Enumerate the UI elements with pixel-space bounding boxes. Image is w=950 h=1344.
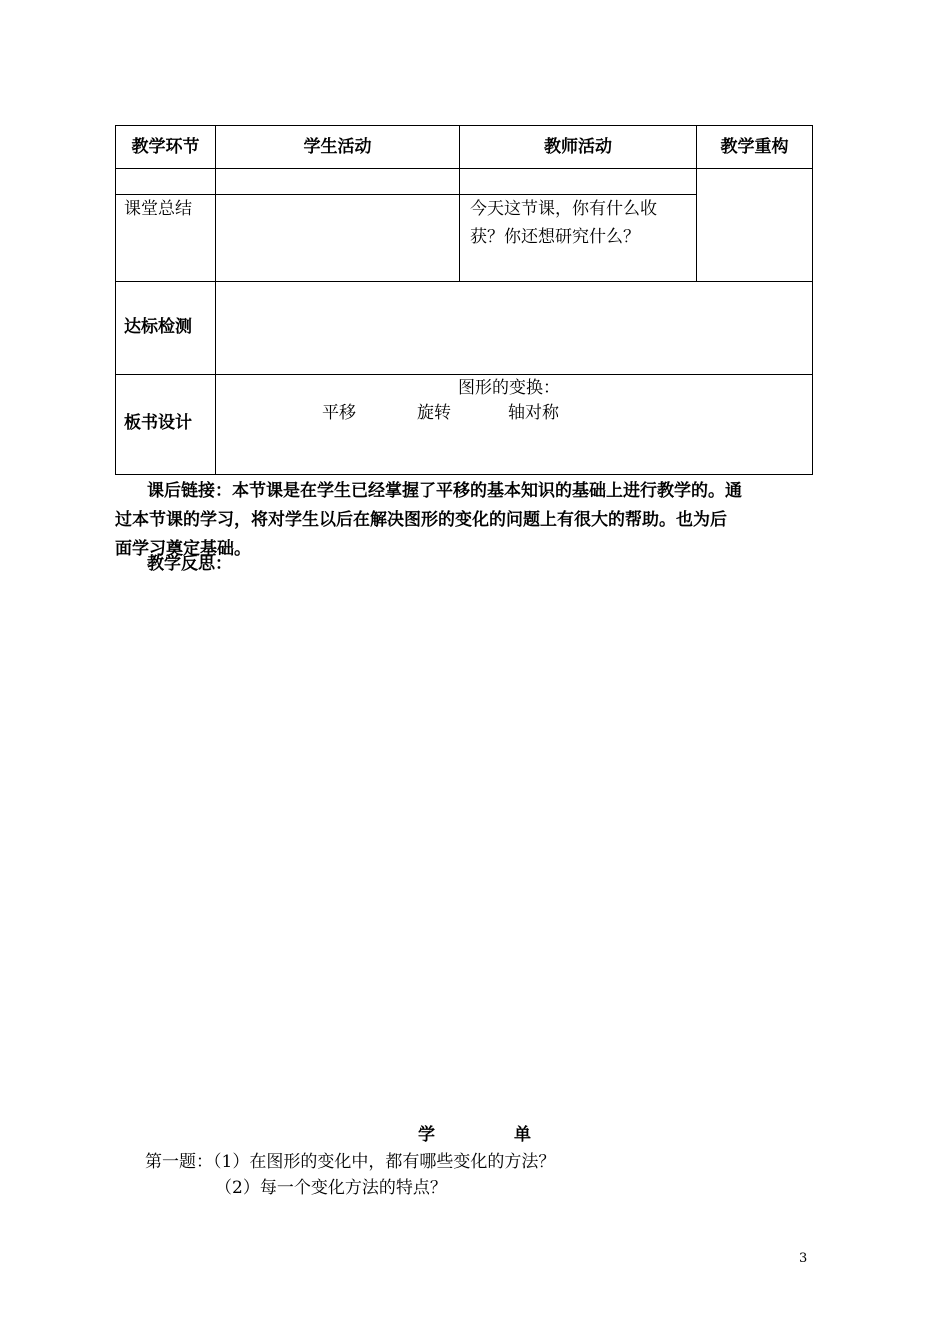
board-item-translate: 平移 — [322, 403, 356, 423]
header-restructure: 教学重构 — [720, 137, 789, 157]
board-title: 图形的变换： — [458, 378, 560, 398]
board-item-symmetry: 轴对称 — [508, 403, 559, 423]
after-class-line-1: 课后链接：本节课是在学生已经掌握了平移的基本知识的基础上进行教学的。通 — [147, 481, 742, 501]
after-class-line-2: 过本节课的学习，将对学生以后在解决图形的变化的问题上有很大的帮助。也为后 — [115, 510, 727, 530]
summary-teacher-line-2: 获？你还想研究什么？ — [470, 227, 640, 247]
header-teacher-activity: 教师活动 — [544, 137, 612, 157]
board-item-rotate: 旋转 — [417, 403, 451, 423]
header-phase: 教学环节 — [131, 137, 200, 157]
summary-teacher-line-1: 今天这节课，你有什么收 — [470, 199, 657, 219]
worksheet-title-left: 学 — [418, 1125, 435, 1145]
test-label: 达标检测 — [124, 317, 192, 337]
header-student-activity: 学生活动 — [303, 137, 372, 157]
summary-label: 课堂总结 — [124, 199, 192, 219]
question-1-line-2: （2）每一个变化方法的特点？ — [215, 1178, 447, 1198]
board-label: 板书设计 — [124, 413, 192, 433]
question-1-line-1: 第一题：（1）在图形的变化中，都有哪些变化的方法？ — [145, 1152, 556, 1172]
after-class-line-3: 面学习奠定基础。 — [115, 539, 251, 559]
page-number: 3 — [799, 1251, 808, 1266]
worksheet-title-right: 单 — [514, 1125, 531, 1145]
reflection-label: 教学反思： — [147, 554, 232, 574]
